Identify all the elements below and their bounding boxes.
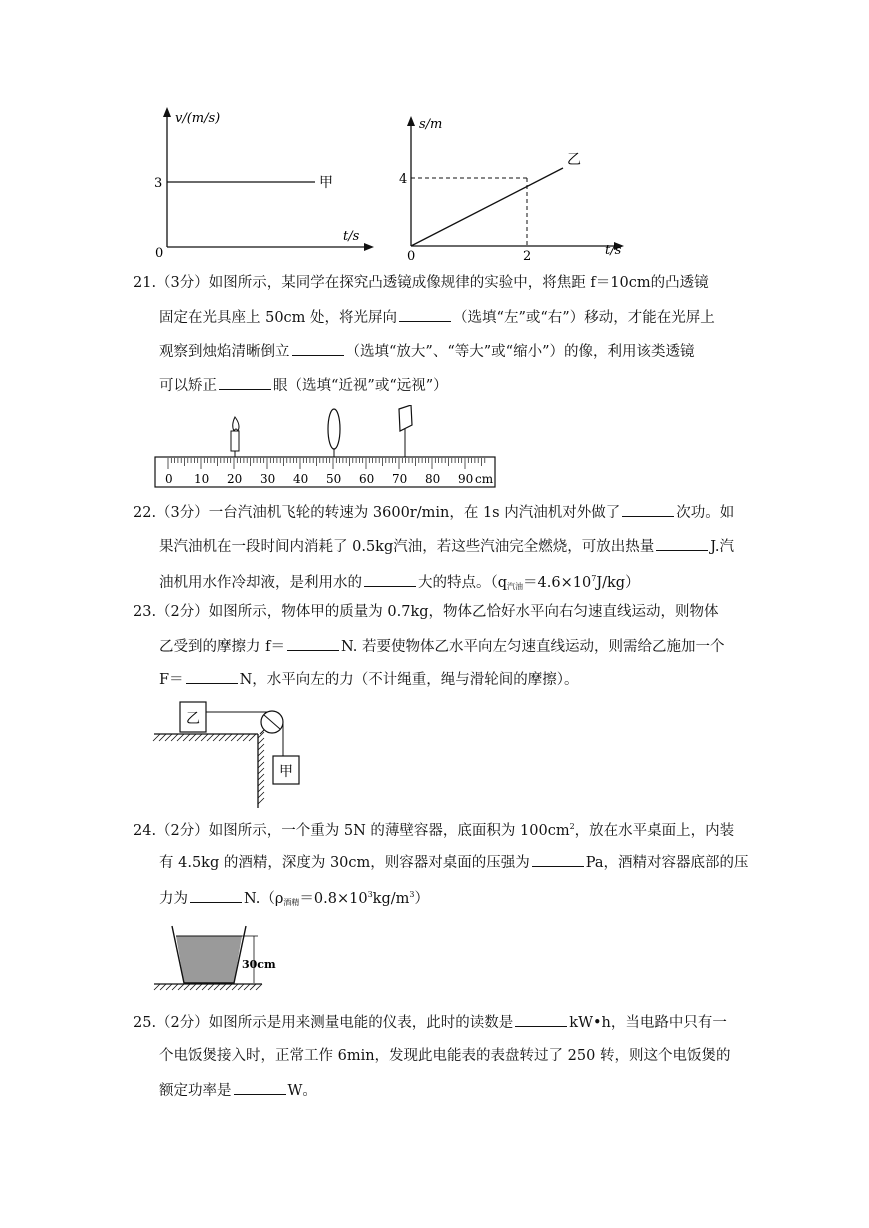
q24-line-3: 力为 $N.(\rho_{酒精}=0.8\times 10^3kg/m^3)$ (159, 890, 429, 907)
q21-blank-direction[interactable] (399, 307, 451, 322)
q21-line-1: 21.（3分）如图所示，某同学在探究凸透镜成像规律的实验中，将焦距 f＝10cm的凸透镜 (133, 275, 709, 291)
ruler-label: 60 (359, 472, 375, 486)
vt-origin: 0 (155, 246, 164, 261)
depth-label: 30cm (242, 958, 276, 971)
q23-blank-friction[interactable] (287, 636, 339, 651)
vt-ylabel: v/(m/s) (175, 111, 221, 126)
st-series-label: 乙 (567, 152, 581, 168)
distance-time-graph (395, 112, 635, 262)
q21-line-3: 观察到烛焰清晰倒立 （选填“放大”、“等大”或“缩小”）的像，利用该类透镜 (159, 341, 694, 362)
ruler-label: 0 (165, 472, 173, 486)
q24-line-2: 有 4.5kg 的酒精，深度为 30cm，则容器对桌面的压强为 Pa，酒精对容器底部的压 (159, 852, 749, 873)
st-xlabel: t/s (605, 243, 622, 258)
q21-blank-image-size[interactable] (292, 341, 344, 356)
q23-line-2: 乙受到的摩擦力 f＝ N. 若要使物体乙水平向左匀速直线运动，则需给乙施加一个 (159, 636, 724, 657)
vt-xlabel: t/s (343, 229, 360, 244)
ruler-label: 90 (458, 472, 474, 486)
vt-series-label: 甲 (319, 175, 333, 191)
q24-line-1: 24.（2分）如图所示，一个重为 5N 的薄壁容器，底面积为 $100cm^2$，放在水平桌面上，内装 (133, 822, 735, 839)
q25-line-3: 额定功率是 W。 (159, 1080, 317, 1101)
pulley-figure (150, 698, 310, 810)
convex-lens-icon (328, 409, 340, 457)
container-figure (150, 920, 290, 998)
block-jia-label: 甲 (279, 764, 293, 780)
st-ytick: 4 (399, 172, 408, 187)
q21-line-2: 固定在光具座上 50cm 处，将光屏向 （选填“左”或“右”）移动，才能在光屏上 (159, 307, 715, 328)
light-screen-icon (399, 405, 412, 457)
candle-icon (231, 417, 239, 457)
ruler-label: 50 (326, 472, 342, 486)
q22-blank-property[interactable] (364, 572, 416, 587)
optical-bench-figure (150, 405, 500, 490)
q22-line-3: 油机用水作冷却液，是利用水的 大的特点。$(q_{汽油}=4.6\times 10^7J/kg)$ (159, 574, 640, 591)
ruler-label: 10 (194, 472, 210, 486)
q24-blank-force[interactable] (190, 888, 242, 903)
ruler-label: 70 (392, 472, 408, 486)
q25-line-1: 25.（2分）如图所示是用来测量电能的仪表，此时的读数是 kW•h，当电路中只有一 (133, 1012, 727, 1033)
ruler-label: 30 (260, 472, 276, 486)
q21-blank-eye[interactable] (219, 375, 271, 390)
q21-line-4: 可以矫正 眼（选填“近视”或“远视”） (159, 375, 448, 396)
q25-line-2: 个电饭煲接入时，正常工作 6min，发现此电能表的表盘转过了 250 转，则这个电饭煲的 (159, 1048, 731, 1064)
q24-blank-pressure[interactable] (532, 852, 584, 867)
velocity-time-graph (145, 105, 375, 265)
q22-line-2: 果汽油机在一段时间内消耗了 0.5kg汽油，若这些汽油完全燃烧，可放出热量 J.汽 (159, 536, 734, 557)
q22-line-1: 22.（3分）一台汽油机飞轮的转速为 3600r/min，在 1s 内汽油机对外做了 次功。如 (133, 502, 734, 523)
st-ylabel: s/m (419, 117, 443, 132)
block-yi-label: 乙 (186, 711, 200, 727)
ruler-label: 40 (293, 472, 309, 486)
q25-blank-reading[interactable] (515, 1012, 567, 1027)
q22-blank-heat[interactable] (656, 536, 708, 551)
q22-blank-work-count[interactable] (622, 502, 674, 517)
st-origin: 0 (407, 249, 416, 262)
q23-line-3: F＝ N，水平向左的力（不计绳重，绳与滑轮间的摩擦）。 (159, 669, 579, 690)
vt-ytick: 3 (154, 176, 163, 191)
q23-line-1: 23.（2分）如图所示，物体甲的质量为 0.7kg，物体乙恰好水平向右匀速直线运动，则物体 (133, 604, 719, 620)
ruler-label: 20 (227, 472, 243, 486)
st-xtick: 2 (523, 249, 532, 262)
q25-blank-power[interactable] (234, 1080, 286, 1095)
ruler-label: 80 (425, 472, 441, 486)
ruler-unit: cm (475, 472, 494, 486)
q23-blank-force[interactable] (186, 669, 238, 684)
